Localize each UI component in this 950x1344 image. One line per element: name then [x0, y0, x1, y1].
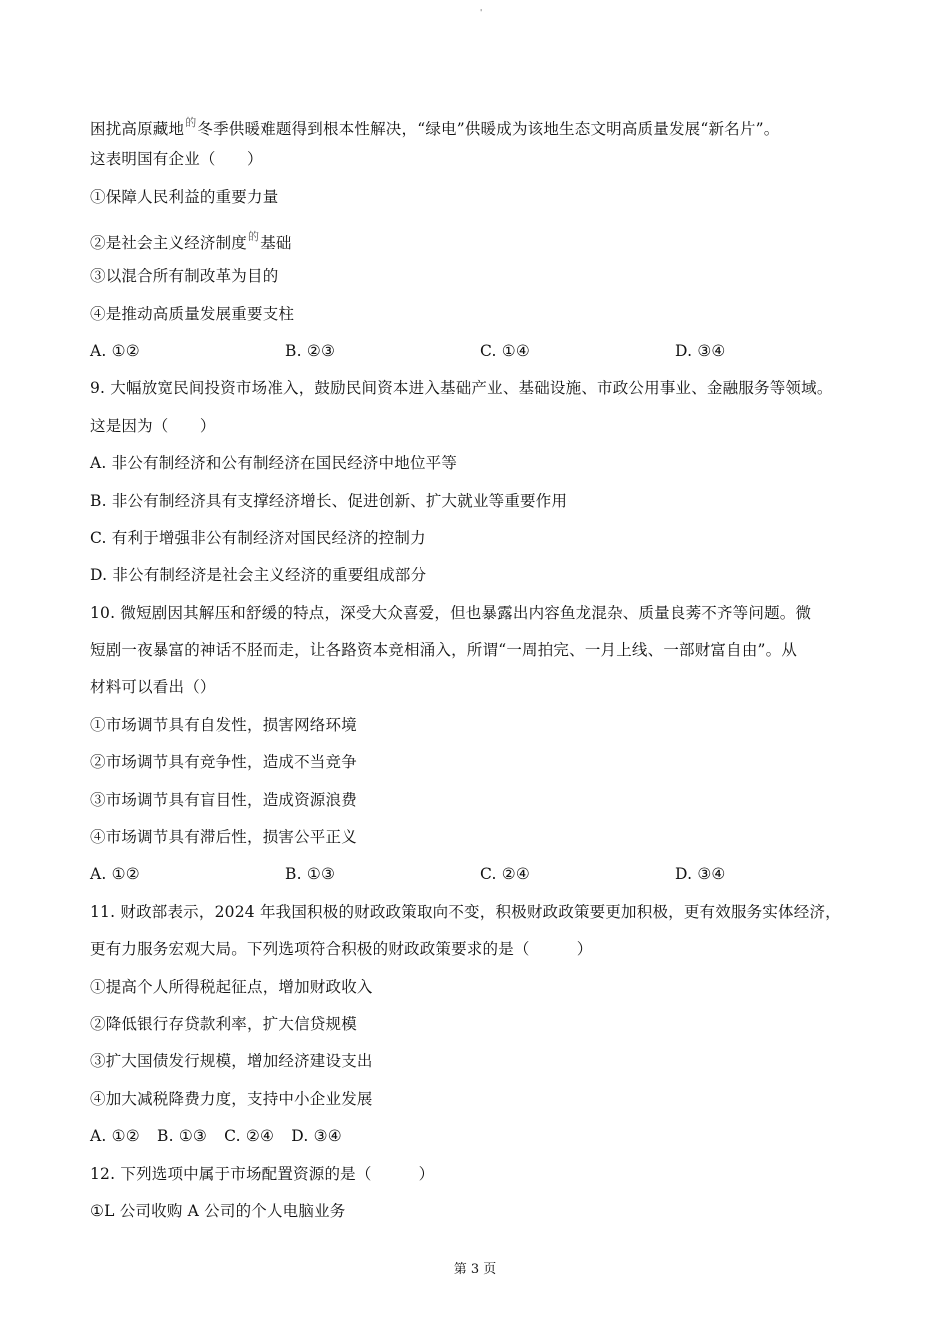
- q9-option-b[interactable]: B. 非公有制经济具有支撑经济增长、促进创新、扩大就业等重要作用: [90, 491, 568, 510]
- q10-item-2: ②市场调节具有竞争性，造成不当竞争: [90, 753, 357, 772]
- q12-stem-line-1: 12. 下列选项中属于市场配置资源的是（ ）: [90, 1164, 435, 1183]
- page-number: 第 3 页: [453, 1262, 497, 1277]
- q8-stem-line-1: 困扰高原藏地$^的$冬季供暖难题得到根本性解决，“绿电”供暖成为该地生态文明高质量发展“新名片”。: [90, 116, 780, 138]
- q9-option-a[interactable]: A. 非公有制经济和公有制经济在国民经济中地位平等: [90, 454, 458, 473]
- q10-stem-line-2: 短剧一夜暴富的神话不胫而走，让各路资本竞相涌入，所谓“一周拍完、一月上线、一部财富自由”。从: [90, 641, 798, 660]
- q8-option-d[interactable]: D. ③④: [675, 341, 726, 360]
- q10-item-3: ③市场调节具有盲目性，造成资源浪费: [90, 790, 357, 809]
- q8-options: [90, 333, 870, 370]
- q11-option-a[interactable]: A. ①②: [90, 1127, 140, 1146]
- q11-options: [90, 1118, 870, 1155]
- q8-item-2: ②是社会主义经济制度$^的$基础: [90, 230, 292, 253]
- q8-option-c[interactable]: C. ①④: [480, 341, 530, 360]
- q8-item-3: ③以混合所有制改革为目的: [90, 267, 279, 286]
- q10-option-b[interactable]: B. ①③: [285, 865, 336, 884]
- q9-stem-line-1: 9. 大幅放宽民间投资市场准入，鼓励民间资本进入基础产业、基础设施、市政公用事业、金融服务等领域。: [90, 379, 833, 398]
- q8-option-a[interactable]: A. ①②: [90, 341, 140, 360]
- q10-stem-line-1: 10. 微短剧因其解压和舒缓的特点，深受大众喜爱，但也暴露出内容鱼龙混杂、质量良莠不齐等问题。微: [90, 603, 812, 622]
- q11-item-3: ③扩大国债发行规模，增加经济建设支出: [90, 1052, 373, 1071]
- q9-option-d[interactable]: D. 非公有制经济是社会主义经济的重要组成部分: [90, 566, 427, 585]
- top-mark: ': [480, 8, 483, 17]
- q11-option-d[interactable]: D. ③④: [291, 1127, 342, 1146]
- q9-option-c[interactable]: C. 有利于增强非公有制经济对国民经济的控制力: [90, 528, 426, 547]
- q11-stem-line-1: 11. 财政部表示，2024 年我国积极的财政政策取向不变，积极财政政策要更加积极，更有效服务实体经济，: [90, 902, 841, 921]
- q10-stem-line-3: 材料可以看出（）: [90, 678, 216, 697]
- q10-option-d[interactable]: D. ③④: [675, 865, 726, 884]
- q11-option-b[interactable]: B. ①③: [156, 1127, 208, 1146]
- q9-stem-line-2: 这是因为（ ）: [90, 416, 216, 435]
- q10-item-1: ①市场调节具有自发性，损害网络环境: [90, 715, 357, 734]
- q10-option-c[interactable]: C. ②④: [480, 865, 530, 884]
- q10-options: [90, 856, 870, 893]
- q11-stem-line-2: 更有力服务宏观大局。下列选项符合积极的财政政策要求的是（ ）: [90, 940, 593, 959]
- q11-item-1: ①提高个人所得税起征点，增加财政收入: [90, 977, 373, 996]
- q8-option-b[interactable]: B. ②③: [285, 341, 336, 360]
- document-body: [90, 104, 870, 1230]
- q10-item-4: ④市场调节具有滞后性，损害公平正义: [90, 828, 357, 847]
- q8-stem-line-2: 这表明国有企业（ ）: [90, 150, 263, 169]
- q11-item-2: ②降低银行存贷款利率，扩大信贷规模: [90, 1014, 357, 1033]
- q8-item-4: ④是推动高质量发展重要支柱: [90, 304, 295, 323]
- q10-option-a[interactable]: A. ①②: [90, 865, 140, 884]
- q11-item-4: ④加大减税降费力度，支持中小企业发展: [90, 1089, 373, 1108]
- q11-option-c[interactable]: C. ②④: [224, 1127, 275, 1146]
- q8-item-1: ①保障人民利益的重要力量: [90, 187, 279, 206]
- q12-item-1: ①L 公司收购 A 公司的个人电脑业务: [90, 1201, 346, 1220]
